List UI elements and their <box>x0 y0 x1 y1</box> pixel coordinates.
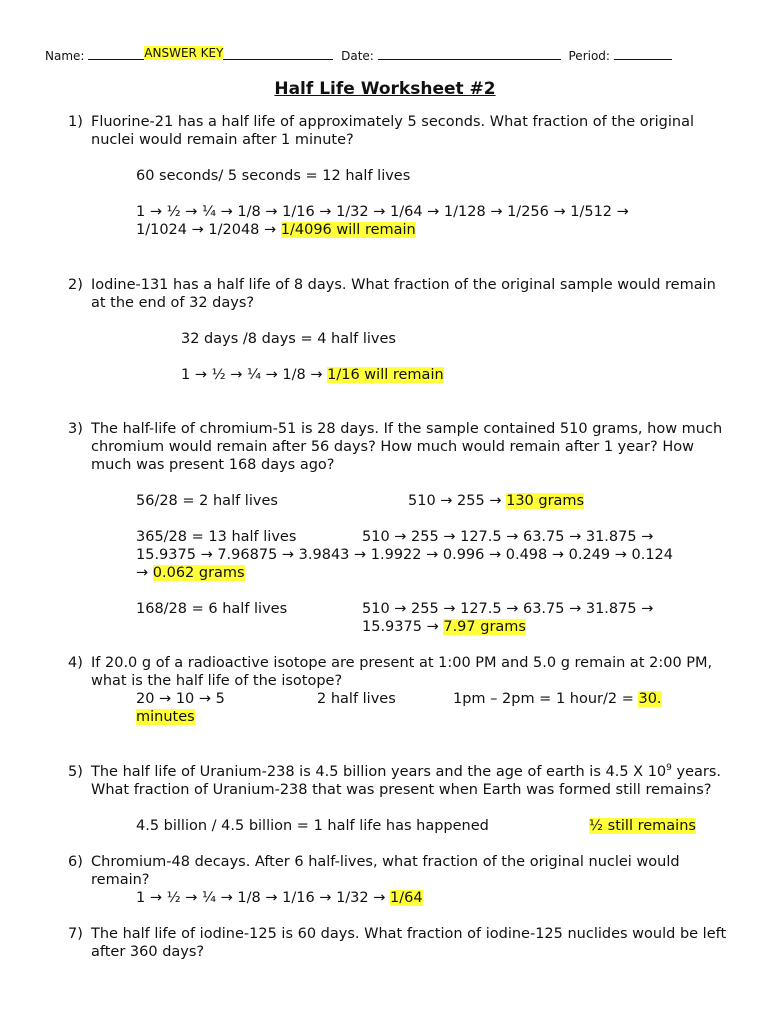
name-field[interactable] <box>88 46 333 60</box>
chain-line <box>181 366 444 384</box>
question-text-a: The half life of Uranium-238 is 4.5 billion years and the age of earth is 4.5 X 10 <box>91 764 667 780</box>
answer-highlight: minutes <box>136 709 195 725</box>
answer-highlight: 1/64 <box>390 890 423 906</box>
chain-text: 1/1024 → 1/2048 → <box>136 222 277 238</box>
work-line: 56/28 = 2 half lives <box>136 493 278 509</box>
chain-text: 1 → ½ → ¼ → 1/8 → <box>181 367 323 383</box>
answer-highlight: 7.97 grams <box>443 619 526 635</box>
question-text <box>91 763 731 799</box>
answer-highlight: ½ still remains <box>589 818 696 834</box>
question-text: Fluorine-21 has a half life of approximately 5 seconds. What fraction of the original nuclei would remain after 1 minute? <box>91 114 694 148</box>
answer-line <box>589 817 696 835</box>
question-number: 7) <box>68 926 83 942</box>
answer-highlight: 0.062 grams <box>152 565 245 581</box>
answer-line <box>136 708 195 726</box>
chain-line <box>136 889 423 907</box>
period-field[interactable] <box>614 46 672 60</box>
answer-highlight: 30. <box>638 691 662 707</box>
chain-text: 510 → 255 → <box>408 493 502 509</box>
chain-line-2 <box>136 221 416 239</box>
work-line: 32 days /8 days = 4 half lives <box>181 331 396 347</box>
question-text: If 20.0 g of a radioactive isotope are present at 1:00 PM and 5.0 g remain at 2:00 PM, what is the half life of the isotope? <box>91 655 713 689</box>
answer-highlight: 1/4096 will remain <box>280 222 416 238</box>
question-text: Iodine-131 has a half life of 8 days. What fraction of the original sample would remain at the end of 32 days? <box>91 277 716 311</box>
chain-line <box>136 564 245 582</box>
answer-highlight: 130 grams <box>506 493 585 509</box>
chain-line: 20 → 10 → 5 <box>136 691 225 707</box>
work-line: 365/28 = 13 half lives <box>136 529 297 545</box>
calc-text: 1pm – 2pm = 1 hour/2 = <box>453 691 634 707</box>
calc-line <box>453 690 662 708</box>
question-number: 3) <box>68 421 83 437</box>
answer-highlight: 1/16 will remain <box>327 367 444 383</box>
page-title: Half Life Worksheet #2 <box>274 79 496 99</box>
question-number: 2) <box>68 277 83 293</box>
question-number: 5) <box>68 764 83 780</box>
chain-text: → <box>136 565 149 581</box>
chain-line <box>408 492 584 510</box>
question-text-b: years. What fraction of Uranium-238 that was present when Earth was formed still remains? <box>91 764 722 798</box>
period-label: Period: <box>568 49 610 63</box>
chain-line: 510 → 255 → 127.5 → 63.75 → 31.875 → <box>362 529 654 545</box>
chain-line: 15.9375 → 7.96875 → 3.9843 → 1.9922 → 0.996 → 0.498 → 0.249 → 0.124 <box>136 547 674 563</box>
work-line: 4.5 billion / 4.5 billion = 1 half life has happened <box>136 818 489 834</box>
work-line: 60 seconds/ 5 seconds = 12 half lives <box>136 168 411 184</box>
name-value: ANSWER KEY <box>144 46 224 60</box>
date-field[interactable] <box>378 46 561 60</box>
question-text: Chromium-48 decays. After 6 half-lives, what fraction of the original nuclei would remain? <box>91 854 680 888</box>
name-label: Name: <box>45 49 85 63</box>
chain-text: 1 → ½ → ¼ → 1/8 → 1/16 → 1/32 → <box>136 890 386 906</box>
chain-line: 510 → 255 → 127.5 → 63.75 → 31.875 → <box>362 601 654 617</box>
chain-line <box>362 618 526 636</box>
question-text: The half-life of chromium-51 is 28 days. If the sample contained 510 grams, how much chromium would remain after 56 days? How much would remain after 1 year? How much was present 168 days ago? <box>91 421 723 473</box>
question-number: 1) <box>68 114 83 130</box>
question-number: 6) <box>68 854 83 870</box>
work-line: 2 half lives <box>317 691 396 707</box>
work-line: 168/28 = 6 half lives <box>136 601 288 617</box>
exponent: 9 <box>666 763 672 774</box>
question-number: 4) <box>68 655 83 671</box>
chain-line: 1 → ½ → ¼ → 1/8 → 1/16 → 1/32 → 1/64 → 1/128 → 1/256 → 1/512 → <box>136 204 629 220</box>
header-line <box>45 46 672 64</box>
question-text: The half life of iodine-125 is 60 days. What fraction of iodine-125 nuclides would be left after 360 days? <box>91 926 727 960</box>
date-label: Date: <box>341 49 374 63</box>
chain-text: 15.9375 → <box>362 619 439 635</box>
